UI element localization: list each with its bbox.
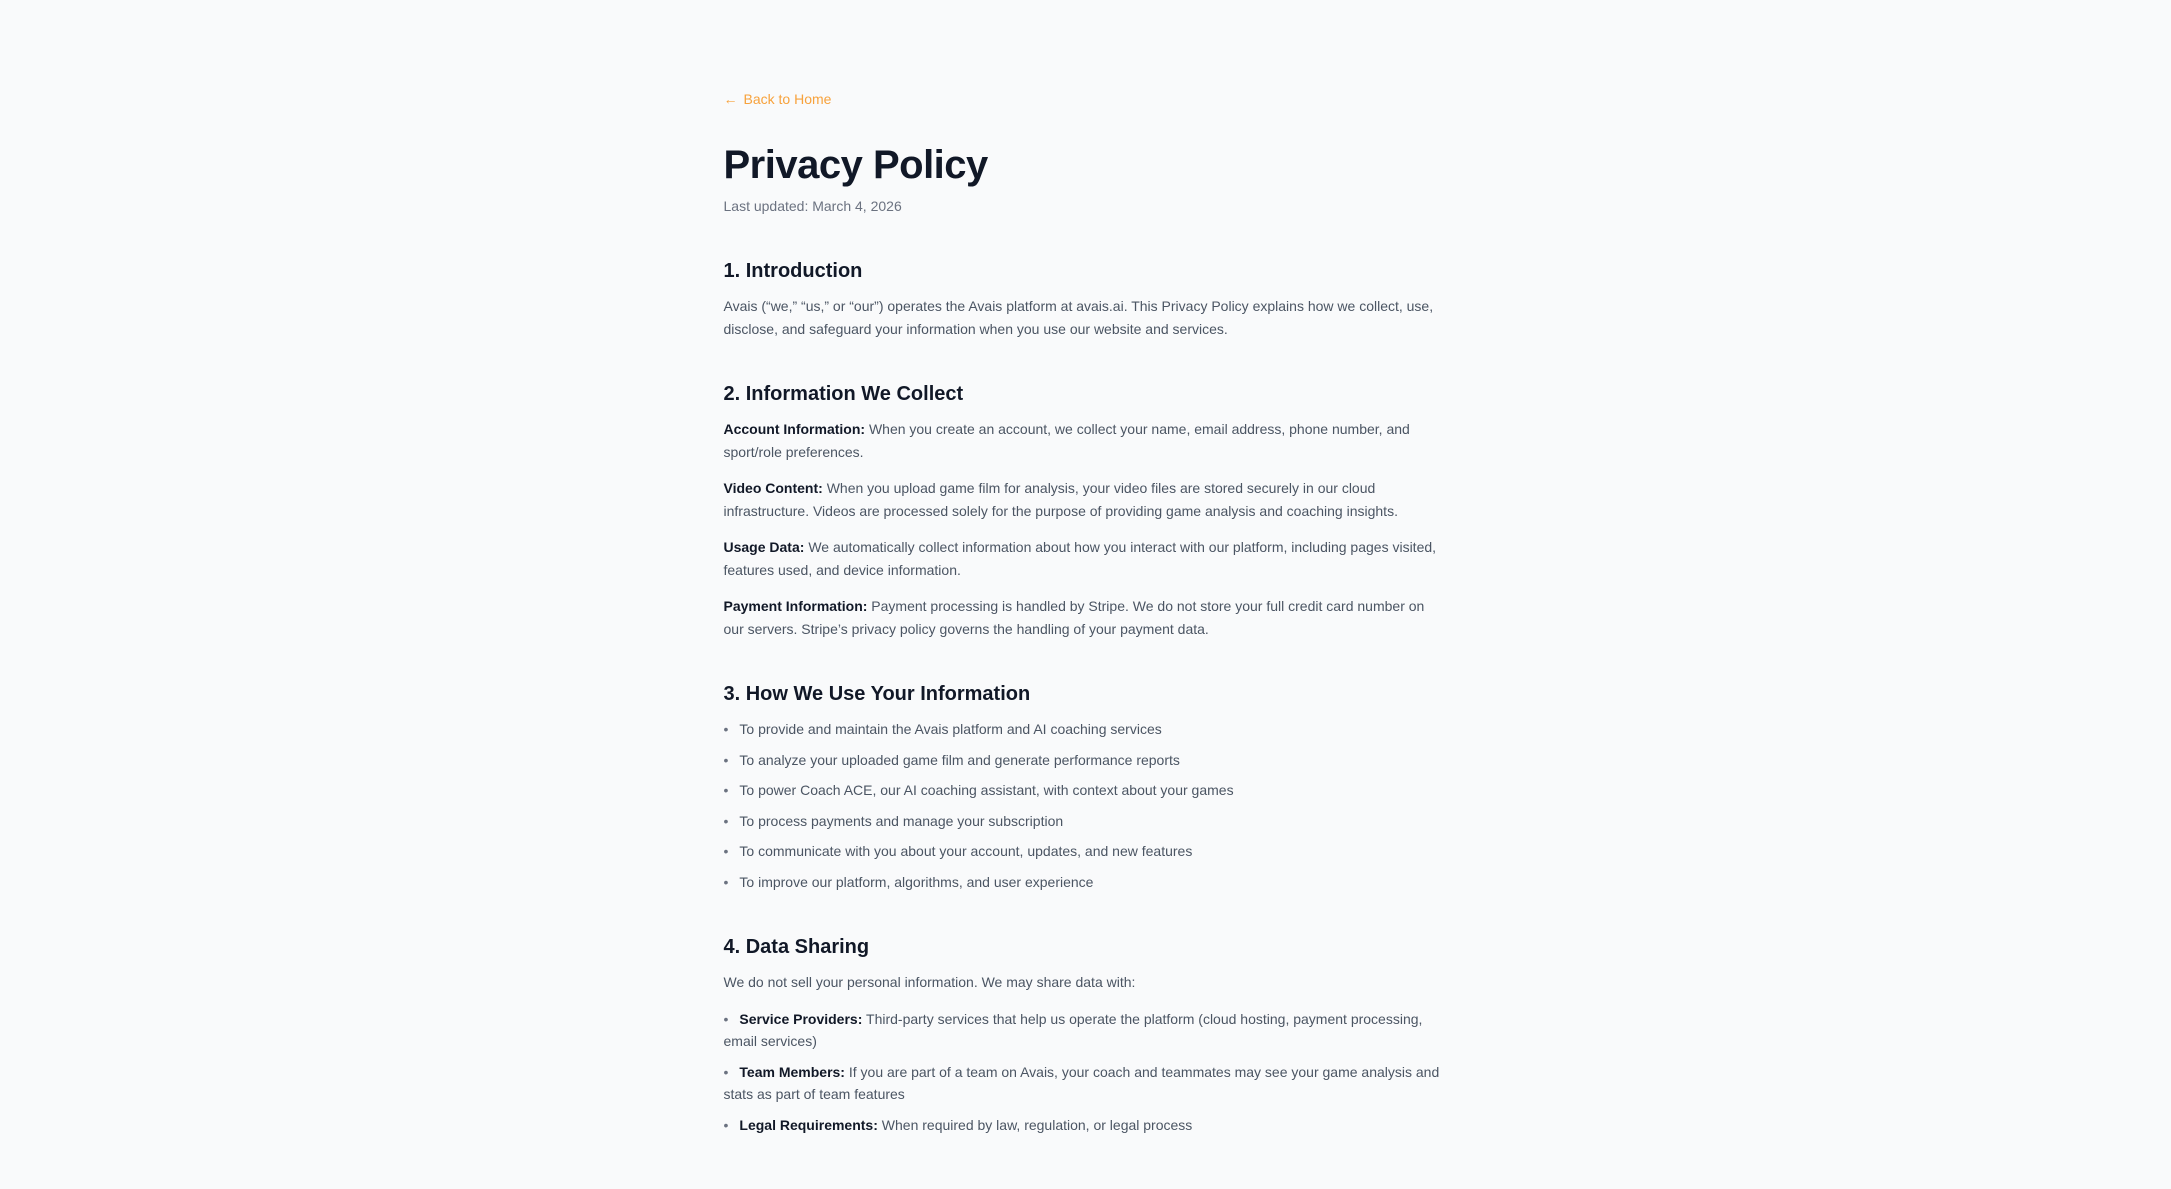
list-item xyxy=(724,1114,1448,1137)
section-how-we-use-your-information xyxy=(724,680,1448,893)
paragraph-lead: Account Information: xyxy=(723,421,866,437)
list-item xyxy=(724,1008,1448,1053)
paragraph xyxy=(724,536,1448,581)
list-item-text: To provide and maintain the Avais platform and AI coaching services xyxy=(739,721,1162,737)
list-item-text: To analyze your uploaded game film and generate performance reports xyxy=(739,751,1180,768)
paragraph-text: We automatically collect information about how you interact with our platform, including pages visited, features used, and device information. xyxy=(723,539,1437,578)
paragraph xyxy=(724,595,1448,640)
paragraph-lead: Usage Data: xyxy=(723,539,805,555)
section-heading: 4. Data Sharing xyxy=(723,936,870,958)
list-item xyxy=(724,749,1448,772)
section-introduction xyxy=(724,257,1448,340)
paragraph xyxy=(724,971,1448,994)
list-item xyxy=(724,779,1448,802)
section-heading: 1. Introduction xyxy=(723,260,863,282)
list-item-lead: Legal Requirements: xyxy=(739,1116,878,1133)
paragraph xyxy=(724,477,1448,522)
usage-bullet-list xyxy=(724,718,1448,893)
privacy-policy-page xyxy=(724,0,1448,1136)
section-information-we-collect xyxy=(724,380,1448,640)
list-item xyxy=(724,1061,1448,1106)
list-item-text: Third-party services that help us operate the platform (cloud hosting, payment processing, email services) xyxy=(723,1010,1423,1049)
paragraph-text: When you upload game film for analysis, your video files are stored securely in our cloud infrastructure. Videos are processed solely for the purpose of providing game analysis and coaching insights. xyxy=(723,480,1398,519)
section-heading: 3. How We Use Your Information xyxy=(723,683,1031,705)
list-item xyxy=(724,840,1448,863)
list-item-text: If you are part of a team on Avais, your coach and teammates may see your game analysis and stats as part of team features xyxy=(723,1063,1440,1102)
list-item-text: To improve our platform, algorithms, and user experience xyxy=(739,873,1094,890)
paragraph-text: Payment processing is handled by Stripe. We do not store your full credit card number on our servers. Stripe’s privacy policy governs the handling of your payment data. xyxy=(723,598,1425,637)
list-item xyxy=(724,871,1448,894)
list-item xyxy=(724,718,1448,741)
last-updated-text: Last updated: March 4, 2026 xyxy=(723,197,902,214)
paragraph-text: When you create an account, we collect your name, email address, phone number, and sport/role preferences. xyxy=(723,421,1410,460)
list-item-text: To power Coach ACE, our AI coaching assistant, with context about your games xyxy=(739,782,1234,798)
paragraph-text: Avais (“we,” “us,” or “our”) operates the Avais platform at avais.ai. This Privacy Policy explains how we collect, use, disclose, and safeguard your information when you use our website and services. xyxy=(723,298,1434,337)
section-heading: 2. Information We Collect xyxy=(723,383,964,405)
list-item-lead: Team Members: xyxy=(739,1063,845,1080)
list-item-text: To process payments and manage your subscription xyxy=(739,812,1064,829)
list-item-lead: Service Providers: xyxy=(739,1010,863,1027)
list-item xyxy=(724,810,1448,833)
back-to-home-link[interactable] xyxy=(724,89,832,109)
left-arrow-icon: ← xyxy=(723,91,738,107)
paragraph-text: We do not sell your personal information. We may share data with: xyxy=(723,974,1136,990)
list-item-text: When required by law, regulation, or legal process xyxy=(881,1116,1193,1133)
list-item-text: To communicate with you about your account, updates, and new features xyxy=(739,843,1193,859)
section-data-sharing xyxy=(724,933,1448,1136)
back-to-home-label: Back to Home xyxy=(743,91,832,107)
paragraph-lead: Payment Information: xyxy=(723,598,868,614)
sharing-bullet-list xyxy=(724,1008,1448,1137)
paragraph-lead: Video Content: xyxy=(723,480,823,496)
paragraph xyxy=(724,418,1448,463)
page-title: Privacy Policy xyxy=(723,142,988,187)
paragraph xyxy=(724,295,1448,340)
